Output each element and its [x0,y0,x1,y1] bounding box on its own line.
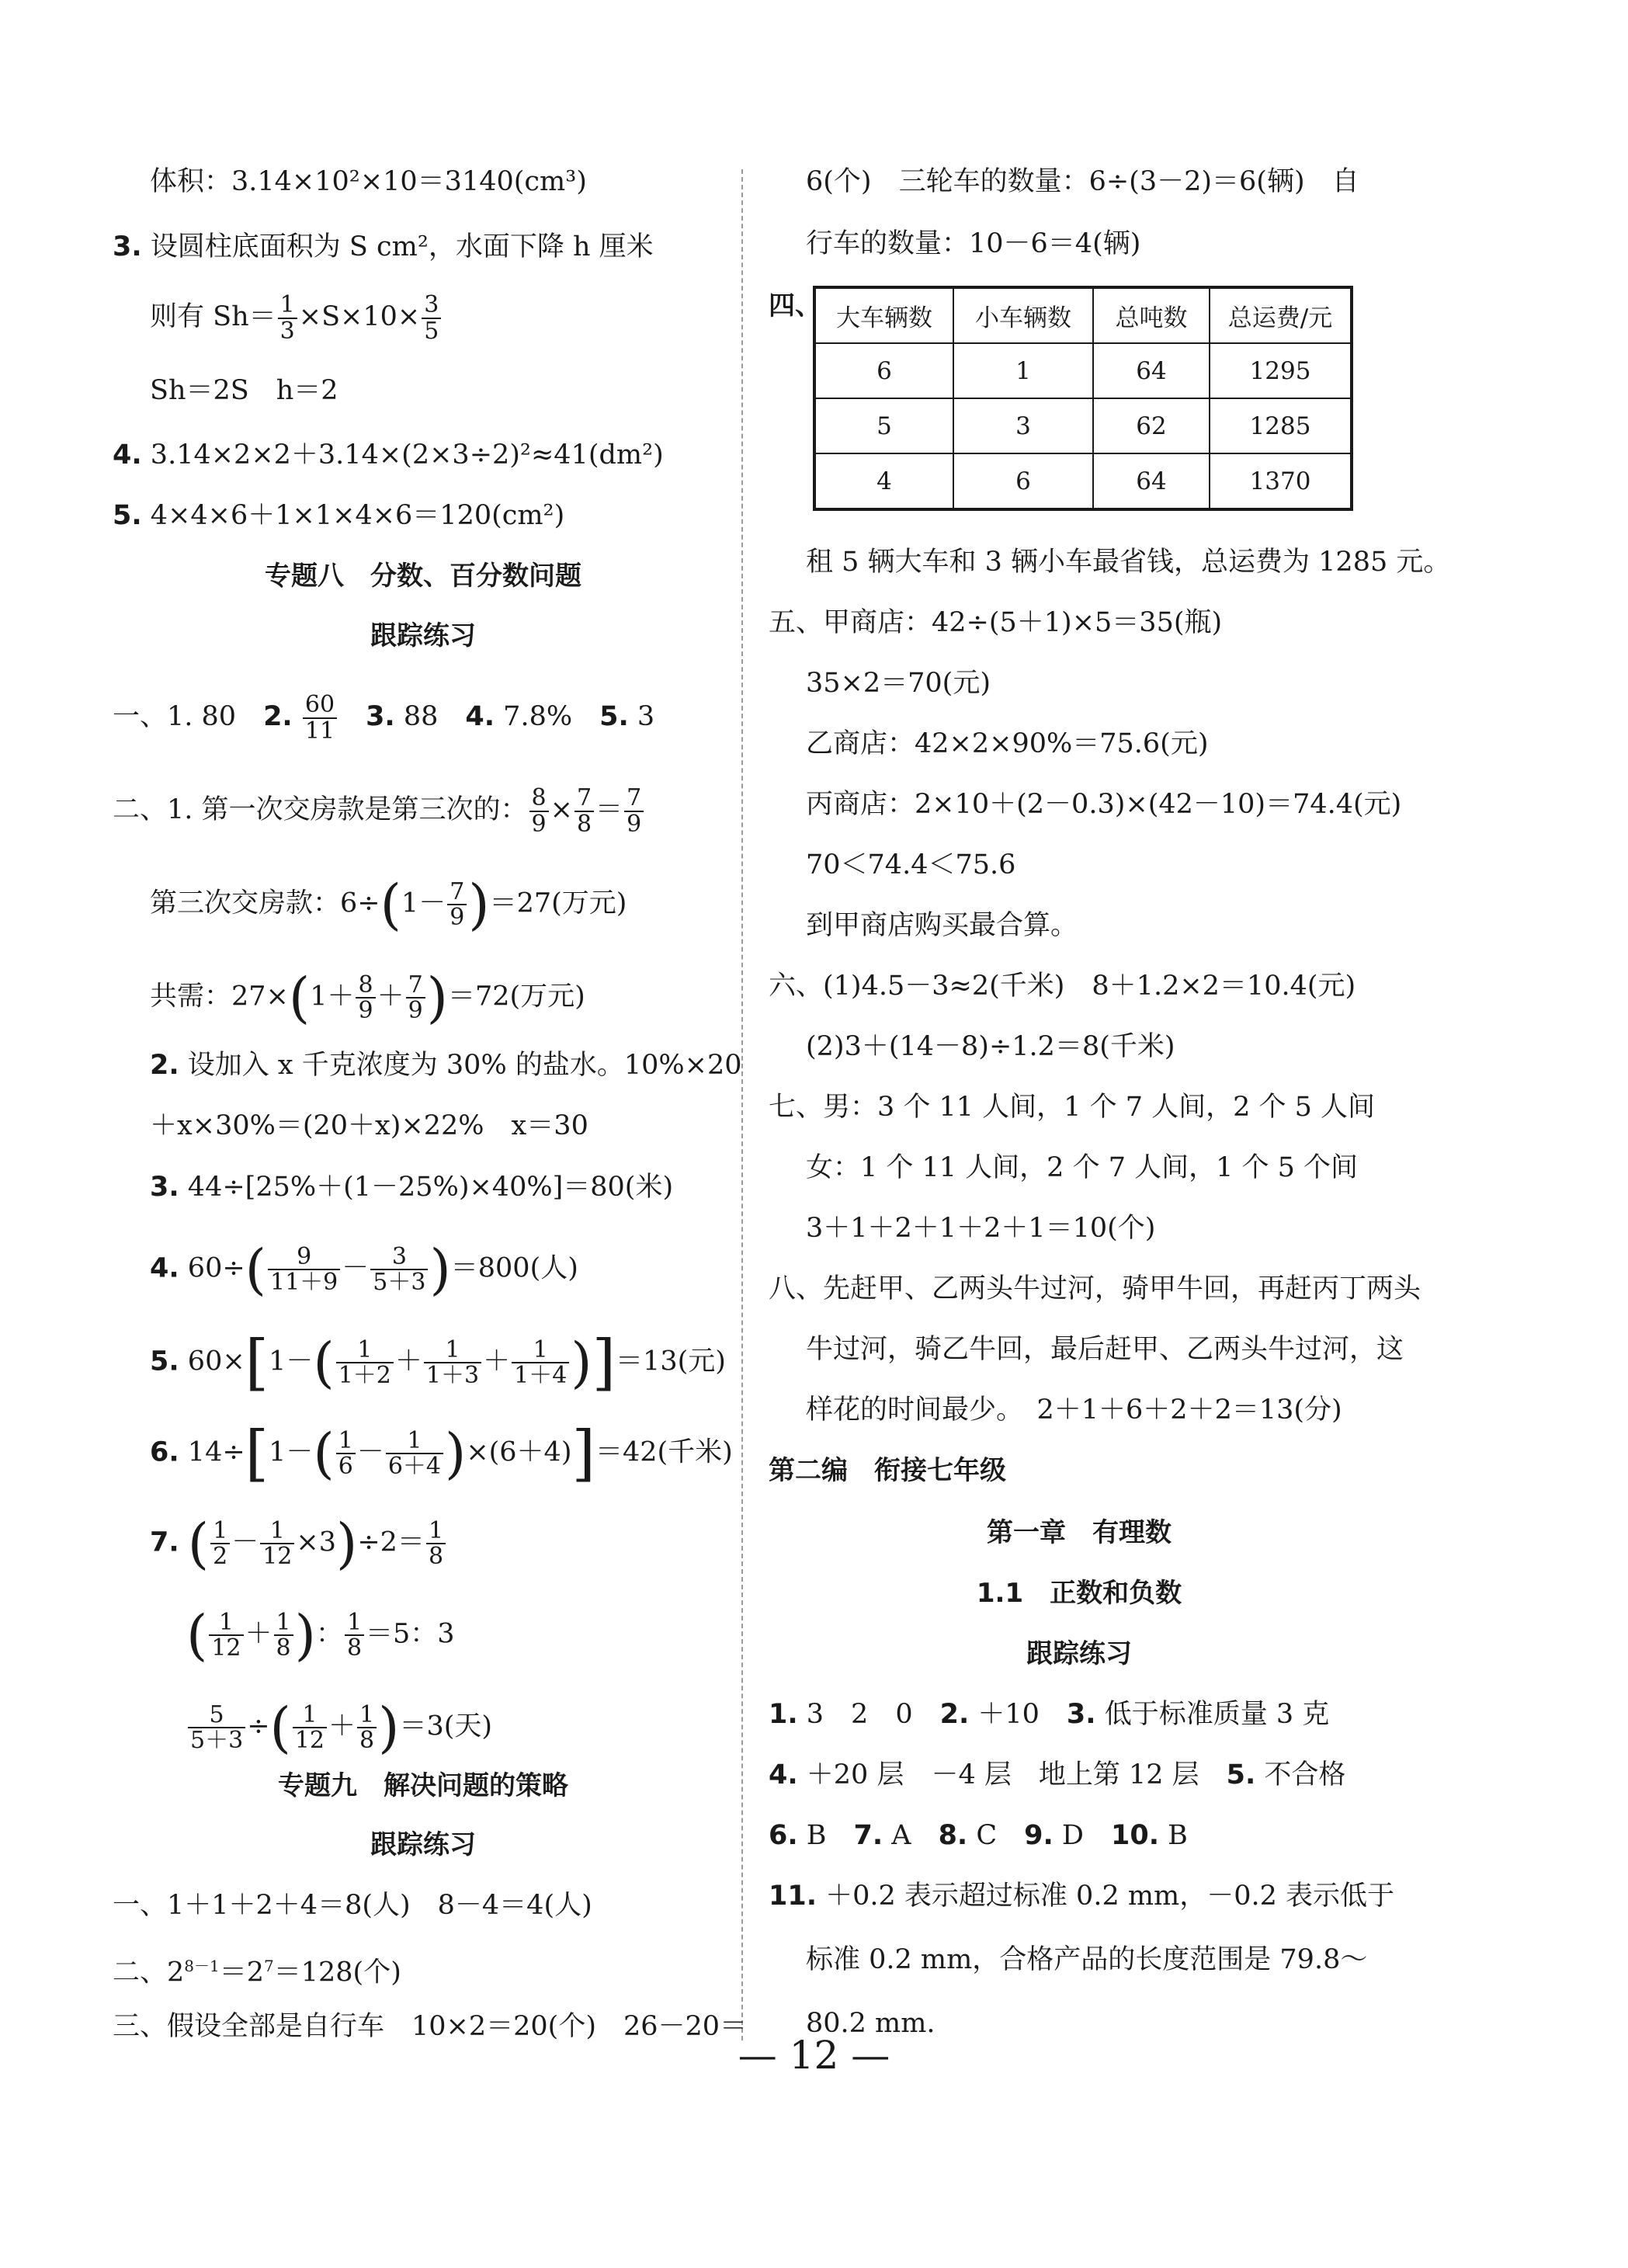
s2-q1-line1: 二、1. 第一次交房款是第三次的： $\frac{8}{9}$ × $\frac{7}{8}$ ＝ $\frac{7}{9}$ [113,786,645,836]
table-cell: 6 [953,453,1093,509]
table-cell: 62 [1093,398,1210,453]
fraction: $\frac{9}{11+9}$ [268,1245,340,1295]
table-header: 总吨数 [1093,287,1210,343]
q3-line3: Sh＝2S h＝2 [150,375,338,406]
s2-q2-line2: ＋x×30%＝(20＋x)×22% x＝30 [150,1110,588,1141]
table-cell: 1 [953,343,1093,398]
q8-line3: 样花的时间最少。 2＋1＋6＋2＋2＝13(分) [806,1394,1342,1426]
table-header-row [814,287,1352,343]
answers-4-5: 4. ＋20 层 －4 层 地上第 12 层 5. 不合格 [769,1759,1346,1790]
q5-line6: 到甲商店购买最合算。 [806,910,1078,941]
q7-line2: 女：1 个 11 人间，2 个 7 人间，1 个 5 个间 [806,1152,1359,1183]
s2-q4-line: 4. 60÷( $\frac{9}{11+9}$ － $\frac{3}{5+3}$ )＝800(人) [150,1238,578,1301]
q7-line1: 七、男：3 个 11 人间，1 个 7 人间，2 个 5 人间 [769,1092,1376,1123]
q5-line5: 70＜74.4＜75.6 [806,849,1016,880]
table-row [814,453,1352,509]
table-row [814,398,1352,453]
fraction: $\frac{1}{8}$ [274,1610,293,1661]
fraction: $\frac{7}{9}$ [406,973,425,1023]
table-cell: 6 [814,343,953,398]
q5-line3: 乙商店：42×2×90%＝75.6(元) [806,728,1209,759]
fraction: $\frac{1}{12}$ [209,1610,243,1661]
fraction: $\frac{1}{1+3}$ [424,1338,481,1388]
fraction: $\frac{1}{8}$ [357,1703,377,1753]
r-line1: 6(个) 三轮车的数量：6÷(3－2)＝6(辆) 自 [806,166,1359,197]
fraction: $\frac{8}{9}$ [356,973,375,1023]
q8-line1: 八、先赶甲、乙两头牛过河，骑甲牛回，再赶丙丁两头 [769,1273,1421,1304]
practice-heading-3: 跟踪练习 [1026,1638,1132,1669]
s2-q1-line2: 第三次交房款：6÷(1－ $\frac{7}{9}$ )＝27(万元) [150,873,627,936]
table-cell: 5 [814,398,953,453]
fraction: $\frac{1}{2}$ [210,1519,230,1569]
fraction: $\frac{7}{9}$ [447,880,467,930]
s2-q5-line: 5. 60×[1－( $\frac{1}{1+2}$ ＋ $\frac{1}{1+3}$ ＋ $\frac{1}{1+4}$ )]＝13(元) [150,1328,726,1398]
table-cell: 64 [1093,343,1210,398]
fraction: $\frac{3}{5+3}$ [370,1245,428,1295]
table-row [814,343,1352,398]
answer-11-line1: 11. ＋0.2 表示超过标准 0.2 mm，－0.2 表示低于 [769,1881,1395,1912]
fraction: $\frac{8}{9}$ [529,786,549,836]
section11-heading: 1.1 正数和负数 [976,1578,1182,1609]
topic8-heading: 专题八 分数、百分数问题 [265,561,581,592]
table-cell: 1295 [1210,343,1352,398]
table-header: 总运费/元 [1210,287,1352,343]
t9-q2: 二、$2^{8-1}=2^7=128$(个) [113,1957,401,1988]
s1-answers: 一、1. 80 2. $\frac{60}{11}$ 3. 88 4. 7.8% 5. 3 [113,691,655,745]
s2-q3-line: 3. 44÷[25%＋(1－25%)×40%]＝80(米) [150,1172,674,1203]
q7-line3: 3＋1＋2＋1＋2＋1＝10(个) [806,1213,1156,1244]
table-header: 小车辆数 [953,287,1093,343]
fraction: $\frac{1}{1+4}$ [512,1338,569,1388]
fraction: $\frac{3}{5}$ [422,293,441,343]
topic9-heading: 专题九 解决问题的策略 [278,1770,568,1801]
s2-q7-line3: $\frac{5}{5+3}$ ÷( $\frac{1}{12}$ ＋ $\frac{1}{8}$ )＝3(天) [186,1700,492,1755]
fraction: $\frac{7}{9}$ [624,786,644,836]
q8-line2: 牛过河，骑乙牛回，最后赶甲、乙两头牛过河，这 [806,1334,1404,1365]
fraction: $\frac{1}{6+4}$ [386,1429,443,1479]
q5-line1: 五、甲商店：42÷(5＋1)×5＝35(瓶) [769,607,1223,638]
practice-heading-2: 跟踪练习 [370,1829,476,1860]
q6-line2: (2)3＋(14－8)÷1.2＝8(千米) [806,1031,1175,1062]
table-cell: 1370 [1210,453,1352,509]
s2-q7-line1: 7. ( $\frac{1}{2}$ － $\frac{1}{12}$ ×3)÷2＝ $\frac{1}{8}$ [150,1516,447,1571]
q4-answer: 租 5 辆大车和 3 辆小车最省钱，总运费为 1285 元。 [806,547,1451,578]
table-cell: 4 [814,453,953,509]
answer-11-line2: 标准 0.2 mm，合格产品的长度范围是 79.8～ [806,1944,1368,1975]
q3-line2: 则有 Sh＝ $\frac{1}{3}$ ×S×10× $\frac{3}{5}$ [150,293,443,343]
fraction: $\frac{1}{1+2}$ [336,1338,394,1388]
s2-q7-line2: ( $\frac{1}{12}$ ＋ $\frac{1}{8}$ )： $\frac{1}{8}$ ＝5：3 [186,1603,455,1667]
fraction: $\frac{1}{12}$ [293,1703,327,1753]
fraction: $\frac{7}{8}$ [574,786,594,836]
table-cell: 64 [1093,453,1210,509]
part2-heading: 第二编 衔接七年级 [769,1455,1006,1486]
fraction: $\frac{60}{11}$ [303,693,337,743]
practice-heading: 跟踪练习 [370,620,476,651]
answers-1-3: 1. 3 2 0 2. ＋10 3. 低于标准质量 3 克 [769,1699,1330,1730]
fraction: $\frac{1}{8}$ [426,1519,446,1569]
fraction: $\frac{1}{6}$ [336,1429,356,1479]
q5-line4: 丙商店：2×10＋(2－0.3)×(42－10)＝74.4(元) [806,789,1402,820]
t9-q3: 三、假设全部是自行车 10×2＝20(个) 26－20＝ [113,2011,748,2042]
q4-line: 4. 3.14×2×2＋3.14×(2×3÷2)²≈41(dm²) [113,439,664,471]
table-cell: 3 [953,398,1093,453]
volume-line: 体积：3.14×10²×10＝3140(cm³) [150,166,587,197]
t9-q1: 一、1＋1＋2＋4＝8(人) 8－4＝4(人) [113,1890,592,1921]
s2-q2-line1: 2. 设加入 x 千克浓度为 30% 的盐水。10%×20 [150,1050,742,1081]
freight-table [813,286,1353,511]
s2-q6-line: 6. 14÷[1－( $\frac{1}{6}$ － $\frac{1}{6+4}$ )×(6＋4)]＝42(千米) [150,1419,733,1488]
table-cell: 1285 [1210,398,1352,453]
q5-line: 5. 4×4×6＋1×1×4×6＝120(cm²) [113,500,565,531]
fraction: $\frac{1}{3}$ [278,293,297,343]
q4-label: 四、 [769,290,821,321]
q3-line1: 3. 设圆柱底面积为 S cm²，水面下降 h 厘米 [113,231,654,262]
s2-q1-line3: 共需：27×(1＋ $\frac{8}{9}$ ＋ $\frac{7}{9}$ )＝72(万元) [150,966,585,1030]
answer-11-line3: 80.2 mm. [806,2008,935,2039]
page-number: — 12 — [738,2033,890,2078]
chapter1-heading: 第一章 有理数 [987,1517,1172,1548]
q5-line2: 35×2＝70(元) [806,668,991,699]
fraction: $\frac{5}{5+3}$ [188,1703,245,1753]
answers-6-10: 6. B 7. A 8. C 9. D 10. B [769,1820,1188,1851]
q6-line1: 六、(1)4.5－3≈2(千米) 8＋1.2×2＝10.4(元) [769,971,1356,1002]
table-header: 大车辆数 [814,287,953,343]
r-line2: 行车的数量：10－6＝4(辆) [806,228,1141,259]
fraction: $\frac{1}{12}$ [260,1519,294,1569]
fraction: $\frac{1}{8}$ [345,1610,364,1661]
column-divider [741,169,743,2041]
